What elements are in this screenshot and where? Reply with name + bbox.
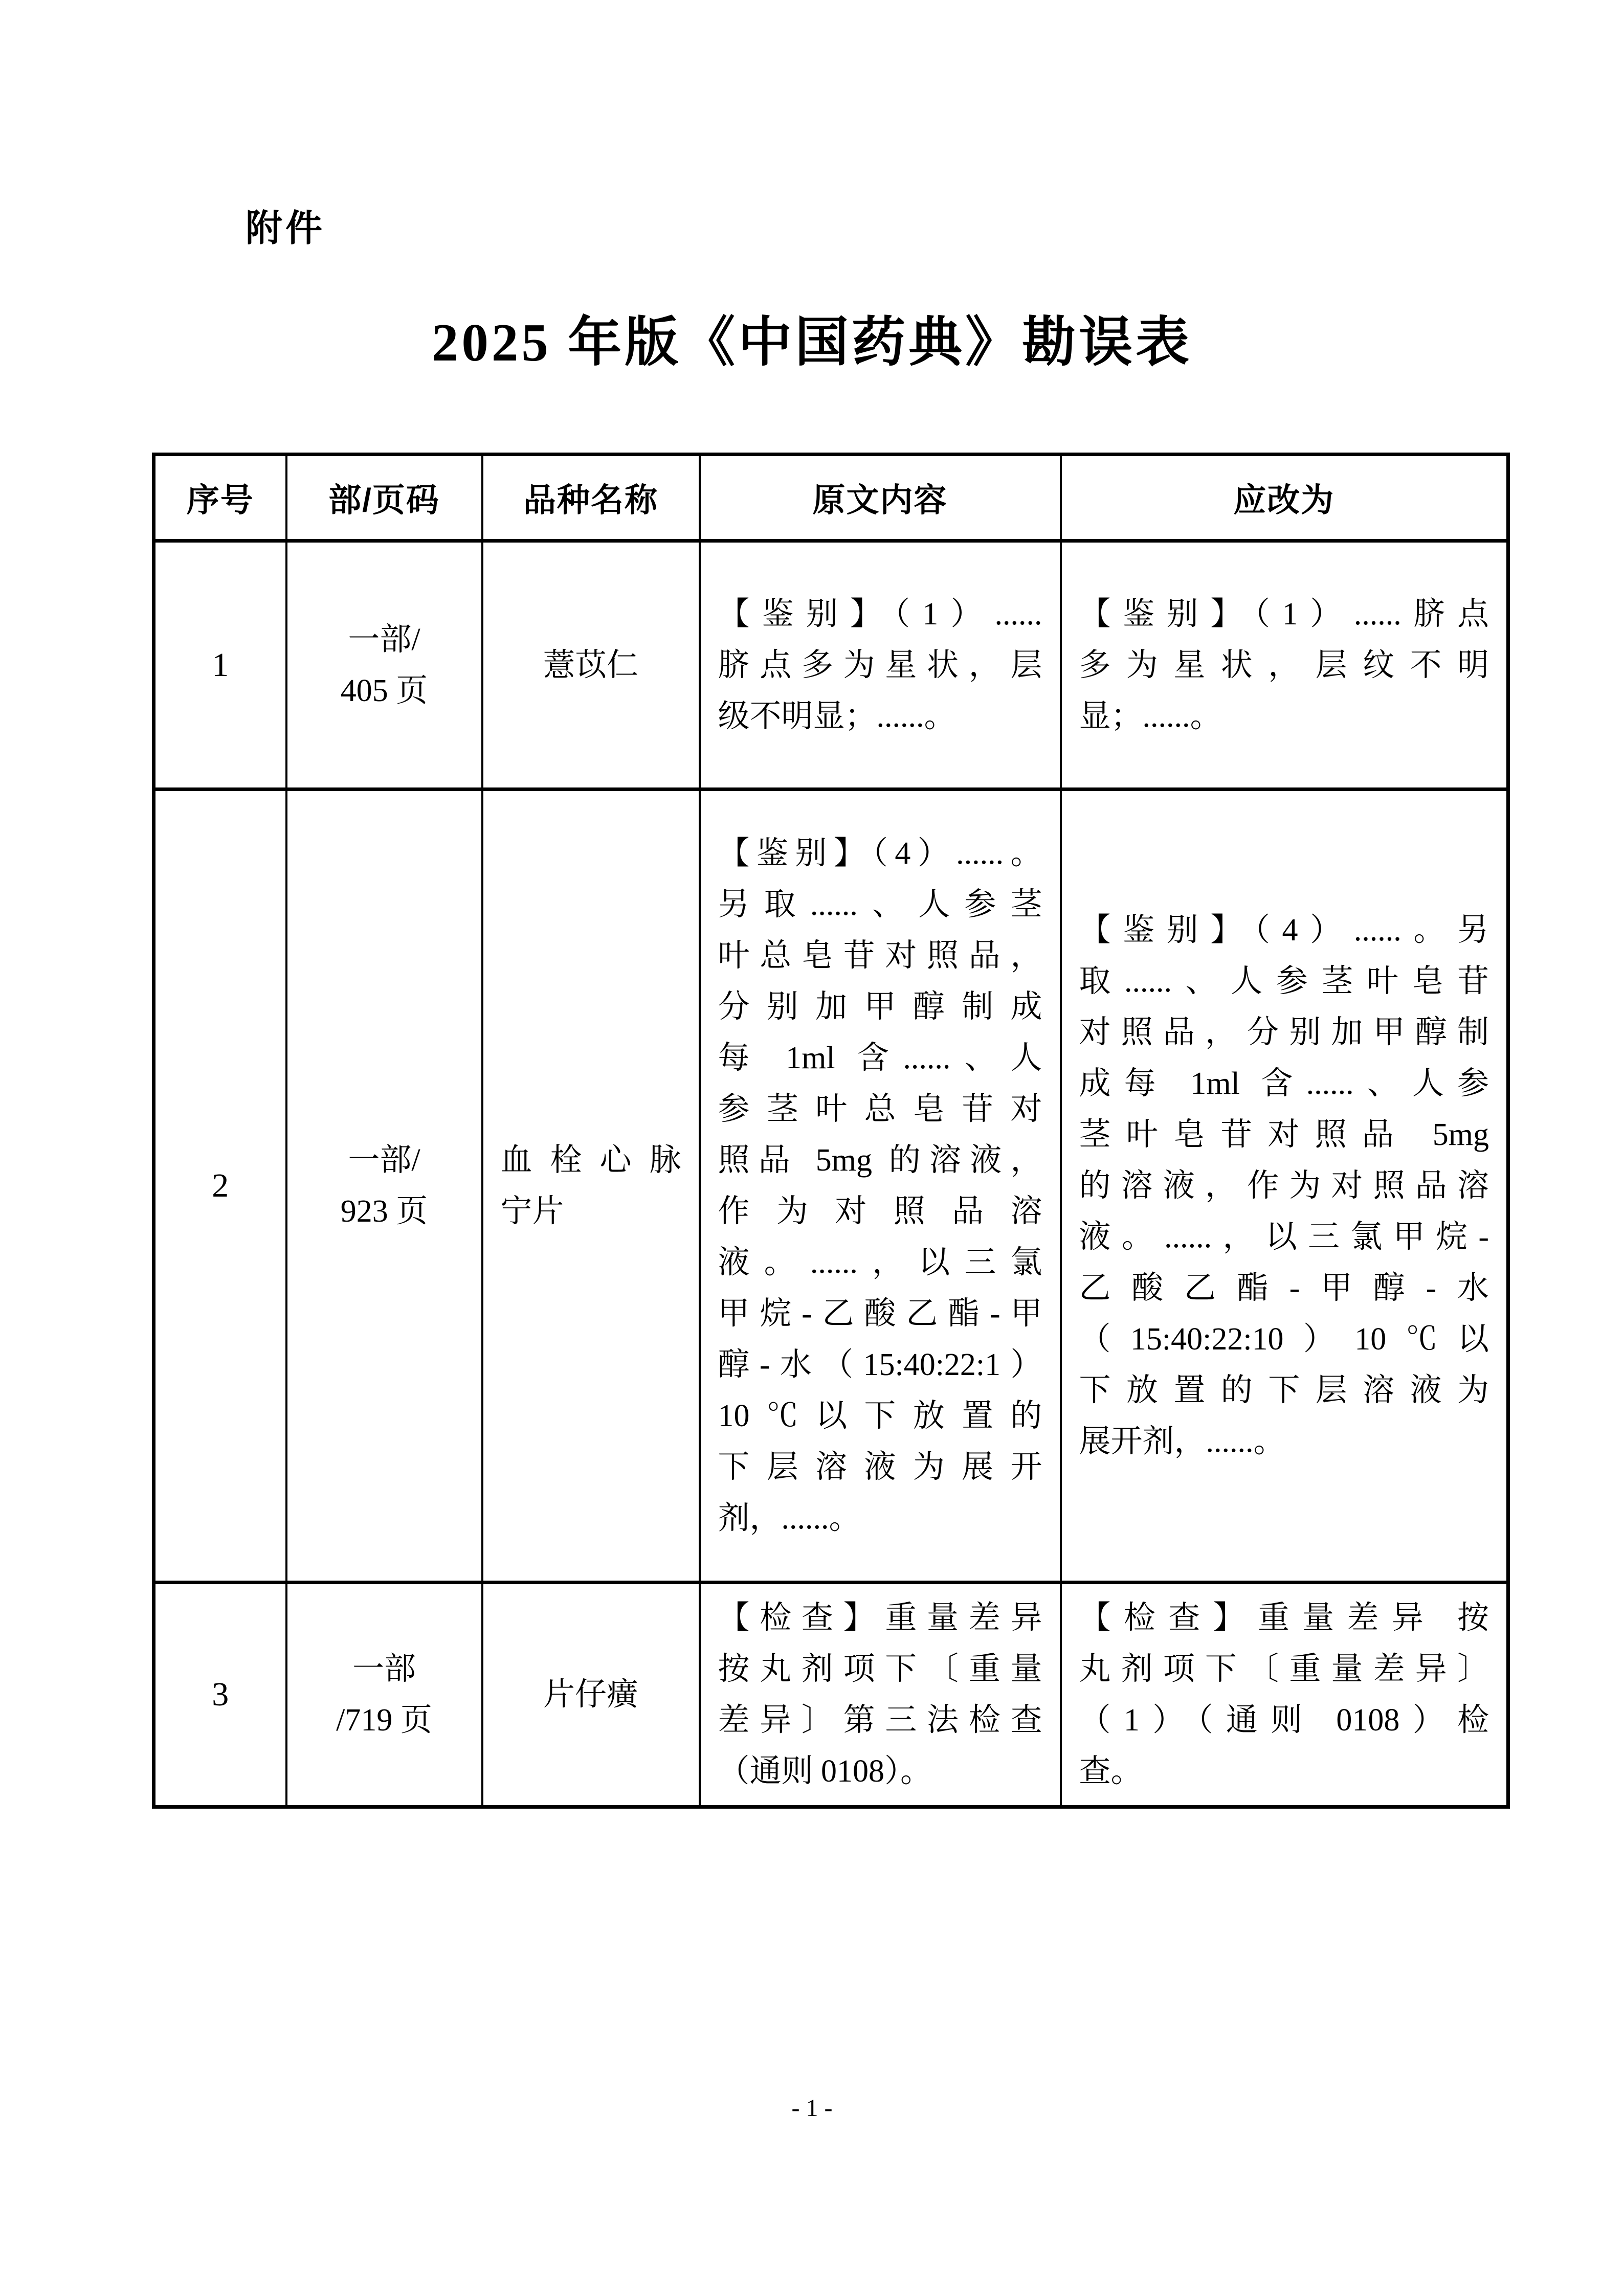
cell-serial: 3 [154, 1583, 286, 1807]
errata-table [152, 453, 1510, 1809]
cell-corrected-text: 【检查】重量差异 按 丸剂项下〔重量差异〕 （1）（通则 0108）检 查。 [1061, 1583, 1508, 1807]
table-row [154, 790, 1508, 1583]
cell-product-name: 血栓心脉 宁片 [482, 790, 700, 1583]
table-header-row [154, 455, 1508, 541]
table-row [154, 541, 1508, 790]
page-title: 2025 年版《中国药典》勘误表 [431, 312, 1193, 372]
attachment-label: 附件 [246, 208, 326, 249]
cell-product-name: 薏苡仁 [482, 541, 700, 790]
cell-corrected-text: 【鉴别】（1）......脐点 多为星状，层纹不明 显；......。 [1061, 541, 1508, 790]
cell-part-page: 一部/ 405 页 [286, 541, 482, 790]
page-number: - 1 - [791, 2095, 833, 2122]
cell-part-page: 一部 /719 页 [286, 1583, 482, 1807]
cell-original-text: 【鉴别】（4）......。 另取......、人参茎 叶总皂苷对照品， 分别加甲醇制成 每 1ml 含......、人 参茎叶总皂苷对 照品 5mg 的溶液， 作为对照品溶 液。......，以三氯 甲烷-乙酸乙酯-甲 醇-水（15:40:22:1） 10℃以下放置的 下层溶液为展开 剂，......。 [700, 790, 1061, 1583]
cell-product-name: 片仔癀 [482, 1583, 700, 1807]
cell-original-text: 【鉴别】（1）...... 脐点多为星状，层 级不明显；......。 [700, 541, 1061, 790]
table-row [154, 1583, 1508, 1807]
col-header-original-text: 原文内容 [700, 455, 1061, 541]
col-header-part-page: 部/页码 [286, 455, 482, 541]
col-header-corrected-text: 应改为 [1061, 455, 1508, 541]
cell-serial: 1 [154, 541, 286, 790]
col-header-product-name: 品种名称 [482, 455, 700, 541]
cell-serial: 2 [154, 790, 286, 1583]
col-header-serial: 序号 [154, 455, 286, 541]
cell-corrected-text: 【鉴别】（4）......。另 取......、人参茎叶皂苷 对照品，分别加甲醇制 成每 1ml 含......、人参 茎叶皂苷对照品 5mg 的溶液，作为对照品溶 液。......，以三氯甲烷- 乙酸乙酯-甲醇-水 （15:40:22:10）10℃以 下放置的下层溶液为 展开剂，......。 [1061, 790, 1508, 1583]
cell-original-text: 【检查】重量差异 按丸剂项下〔重量 差异〕第三法检查 （通则 0108）。 [700, 1583, 1061, 1807]
cell-part-page: 一部/ 923 页 [286, 790, 482, 1583]
